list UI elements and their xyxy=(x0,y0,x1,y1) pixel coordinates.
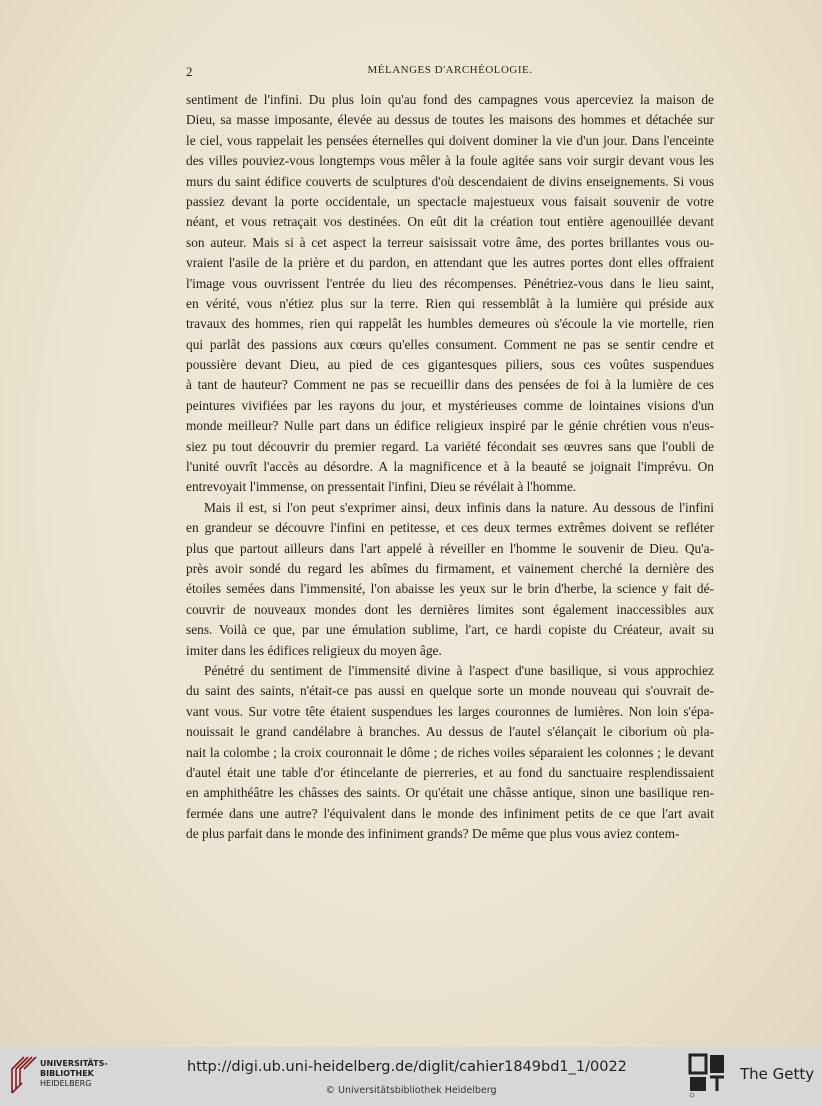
body-text xyxy=(186,90,714,844)
text-line: en amphithéâtre les châsses des saints. Or qu'était une châsse antique, sinon une basilique ren- xyxy=(186,785,714,801)
text-line: près avoir sondé du regard les abîmes du firmament, et vainement cherché la dernière des xyxy=(186,560,714,576)
permalink-url[interactable]: http://digi.ub.uni-heidelberg.de/diglit/cahier1849bd1_1/0022 xyxy=(187,1059,627,1075)
running-title: MÉLANGES D'ARCHÉOLOGIE. xyxy=(367,64,533,76)
text-line: Dieu, sa masse imposante, élevée au dessus de toutes les maisons des hommes et détachée sur xyxy=(186,112,714,128)
text-line: passiez devant la porte occidentale, un spectacle majestueux vous faisait souvenir de votre xyxy=(186,193,714,209)
text-line: étoiles semées dans l'immensité, l'on abaisse les yeux sur le brin d'herbe, la science y fait dé- xyxy=(186,581,714,597)
text-line: qui parlât des passions aux cœurs qu'elles consument. Comment ne pas se sentir cendre et xyxy=(186,336,714,352)
text-line: du saint des saints, n'était-ce pas aussi en quelque sorte un monde nouveau qui s'ouvrait de- xyxy=(186,683,714,699)
page-header xyxy=(186,64,714,82)
library-name-line: UNIVERSITÄTS- xyxy=(40,1059,108,1068)
text-line: fermée dans une autre? l'équivalent dans le monde des infiniment petits de ce que l'art avait xyxy=(186,805,714,821)
text-line: peintures vivifiées par les rayons du jour, et mystérieuses comme de lointaines visions d'un xyxy=(186,397,714,413)
text-line: entrevoyait l'immense, on pressentait l'infini, Dieu se révélait à l'homme. xyxy=(186,479,577,495)
text-line: sentiment de l'infini. Du plus loin qu'au fond des campagnes vous aperceviez la maison de xyxy=(186,92,714,107)
getty-name: The Getty xyxy=(740,1065,815,1083)
text-line: plus que partout ailleurs dans l'art appelé à réveiller en l'homme le souvenir de Dieu. Qu'a- xyxy=(186,540,714,556)
text-line: l'unité ouvrît l'accès au désordre. A la magnificence et à la beauté se joignait l'imprévu. On xyxy=(186,459,714,475)
page-number: 2 xyxy=(186,64,193,79)
text-line: l'image vous ouvrissent l'entrée du lieu des récompenses. Pénétriez-vous dans le lieu saint, xyxy=(186,275,714,291)
text-line: à tant de hauteur? Comment ne pas se recueillir dans des pensées de foi à la lumière de ces xyxy=(186,377,714,393)
text-line: néant, et vous retraçait vos destinées. On eût dit la création tout entière agenouillée devant xyxy=(186,214,714,230)
footer-bar xyxy=(0,1047,822,1106)
text-line: en grandeur se découvre l'infini en petitesse, et ces deux termes extrêmes doivent se refléter xyxy=(186,520,714,536)
text-line: Pénétré du sentiment de l'immensité divine à l'aspect d'une basilique, si vous approchiez xyxy=(204,662,714,678)
text-line: vant vous. Sur votre tête étaient suspendues les larges couronnes de lumières. Non loin s'épa- xyxy=(186,703,714,719)
copyright-notice: © Universitätsbibliothek Heidelberg xyxy=(325,1085,497,1096)
text-line: siez pu tout découvrir du premier regard. La variété fécondait ses œuvres sans que l'oubli de xyxy=(186,438,714,454)
text-line: monde meilleur? Nulle part dans un édifice religieux inspiré par le génie chrétien vous n'eus- xyxy=(186,418,714,434)
text-line: vraient l'asile de la prière et du pardon, en attendant que les autres portes dont elles offraient xyxy=(186,255,714,271)
text-line: Mais il est, si l'on peut s'exprimer ainsi, deux infinis dans la nature. Au dessous de l'infini xyxy=(204,499,714,515)
text-line: nouissait le grand candélabre à branches. Au dessus de l'autel s'élançait le ciborium où pla- xyxy=(186,724,714,740)
text-line: le ciel, vous rappelait les pensées éternelles qui doivent dominer la vie d'un jour. Dans l'enceinte xyxy=(186,132,714,148)
library-name-line: BIBLIOTHEK xyxy=(40,1069,94,1078)
text-line: d'autel était une table d'or étincelante de pierreries, et au fond du sanctuaire resplendissaient xyxy=(186,764,714,780)
text-line: sens. Voilà ce que, par une émulation sublime, l'art, ce hardi copiste du Créateur, avait su xyxy=(186,622,714,638)
text-line: couvrir de nouveaux mondes dont les dernières limites sont également inaccessibles aux xyxy=(186,601,714,617)
getty-logo-icon xyxy=(688,1053,728,1099)
text-line: imiter dans les édifices religieux du moyen âge. xyxy=(186,642,442,658)
text-line: travaux des hommes, rien qui rappelât les humbles demeures où s'écoule la vie mortelle, rien xyxy=(186,316,714,332)
library-name-line: HEIDELBERG xyxy=(40,1079,92,1088)
text-line: des villes pouviez-vous longtemps vous mêler à la foule agitée sans voir surgir devant vous les xyxy=(186,153,714,169)
text-line: de plus parfait dans le monde des infiniment grands? De même que plus vous aviez contem- xyxy=(186,826,680,842)
text-line: en vérité, vous n'étiez plus sur la terre. Rien qui ressemblât à la lumière qui préside aux xyxy=(186,295,714,311)
text-line: poussière devant Dieu, au pied de ces gigantesques piliers, sous ces voûtes suspendues xyxy=(186,357,714,373)
text-line: murs du saint édifice couverts de sculptures d'où descendaient de divins enseignements. Si vous xyxy=(186,173,714,189)
text-line: son auteur. Mais si à cet aspect la terreur saisissait votre âme, des portes brillantes vous ou- xyxy=(186,234,714,250)
text-line: nait la colombe ; la croix couronnait le dôme ; de riches voiles séparaient les colonnes ; le devant xyxy=(186,744,714,760)
